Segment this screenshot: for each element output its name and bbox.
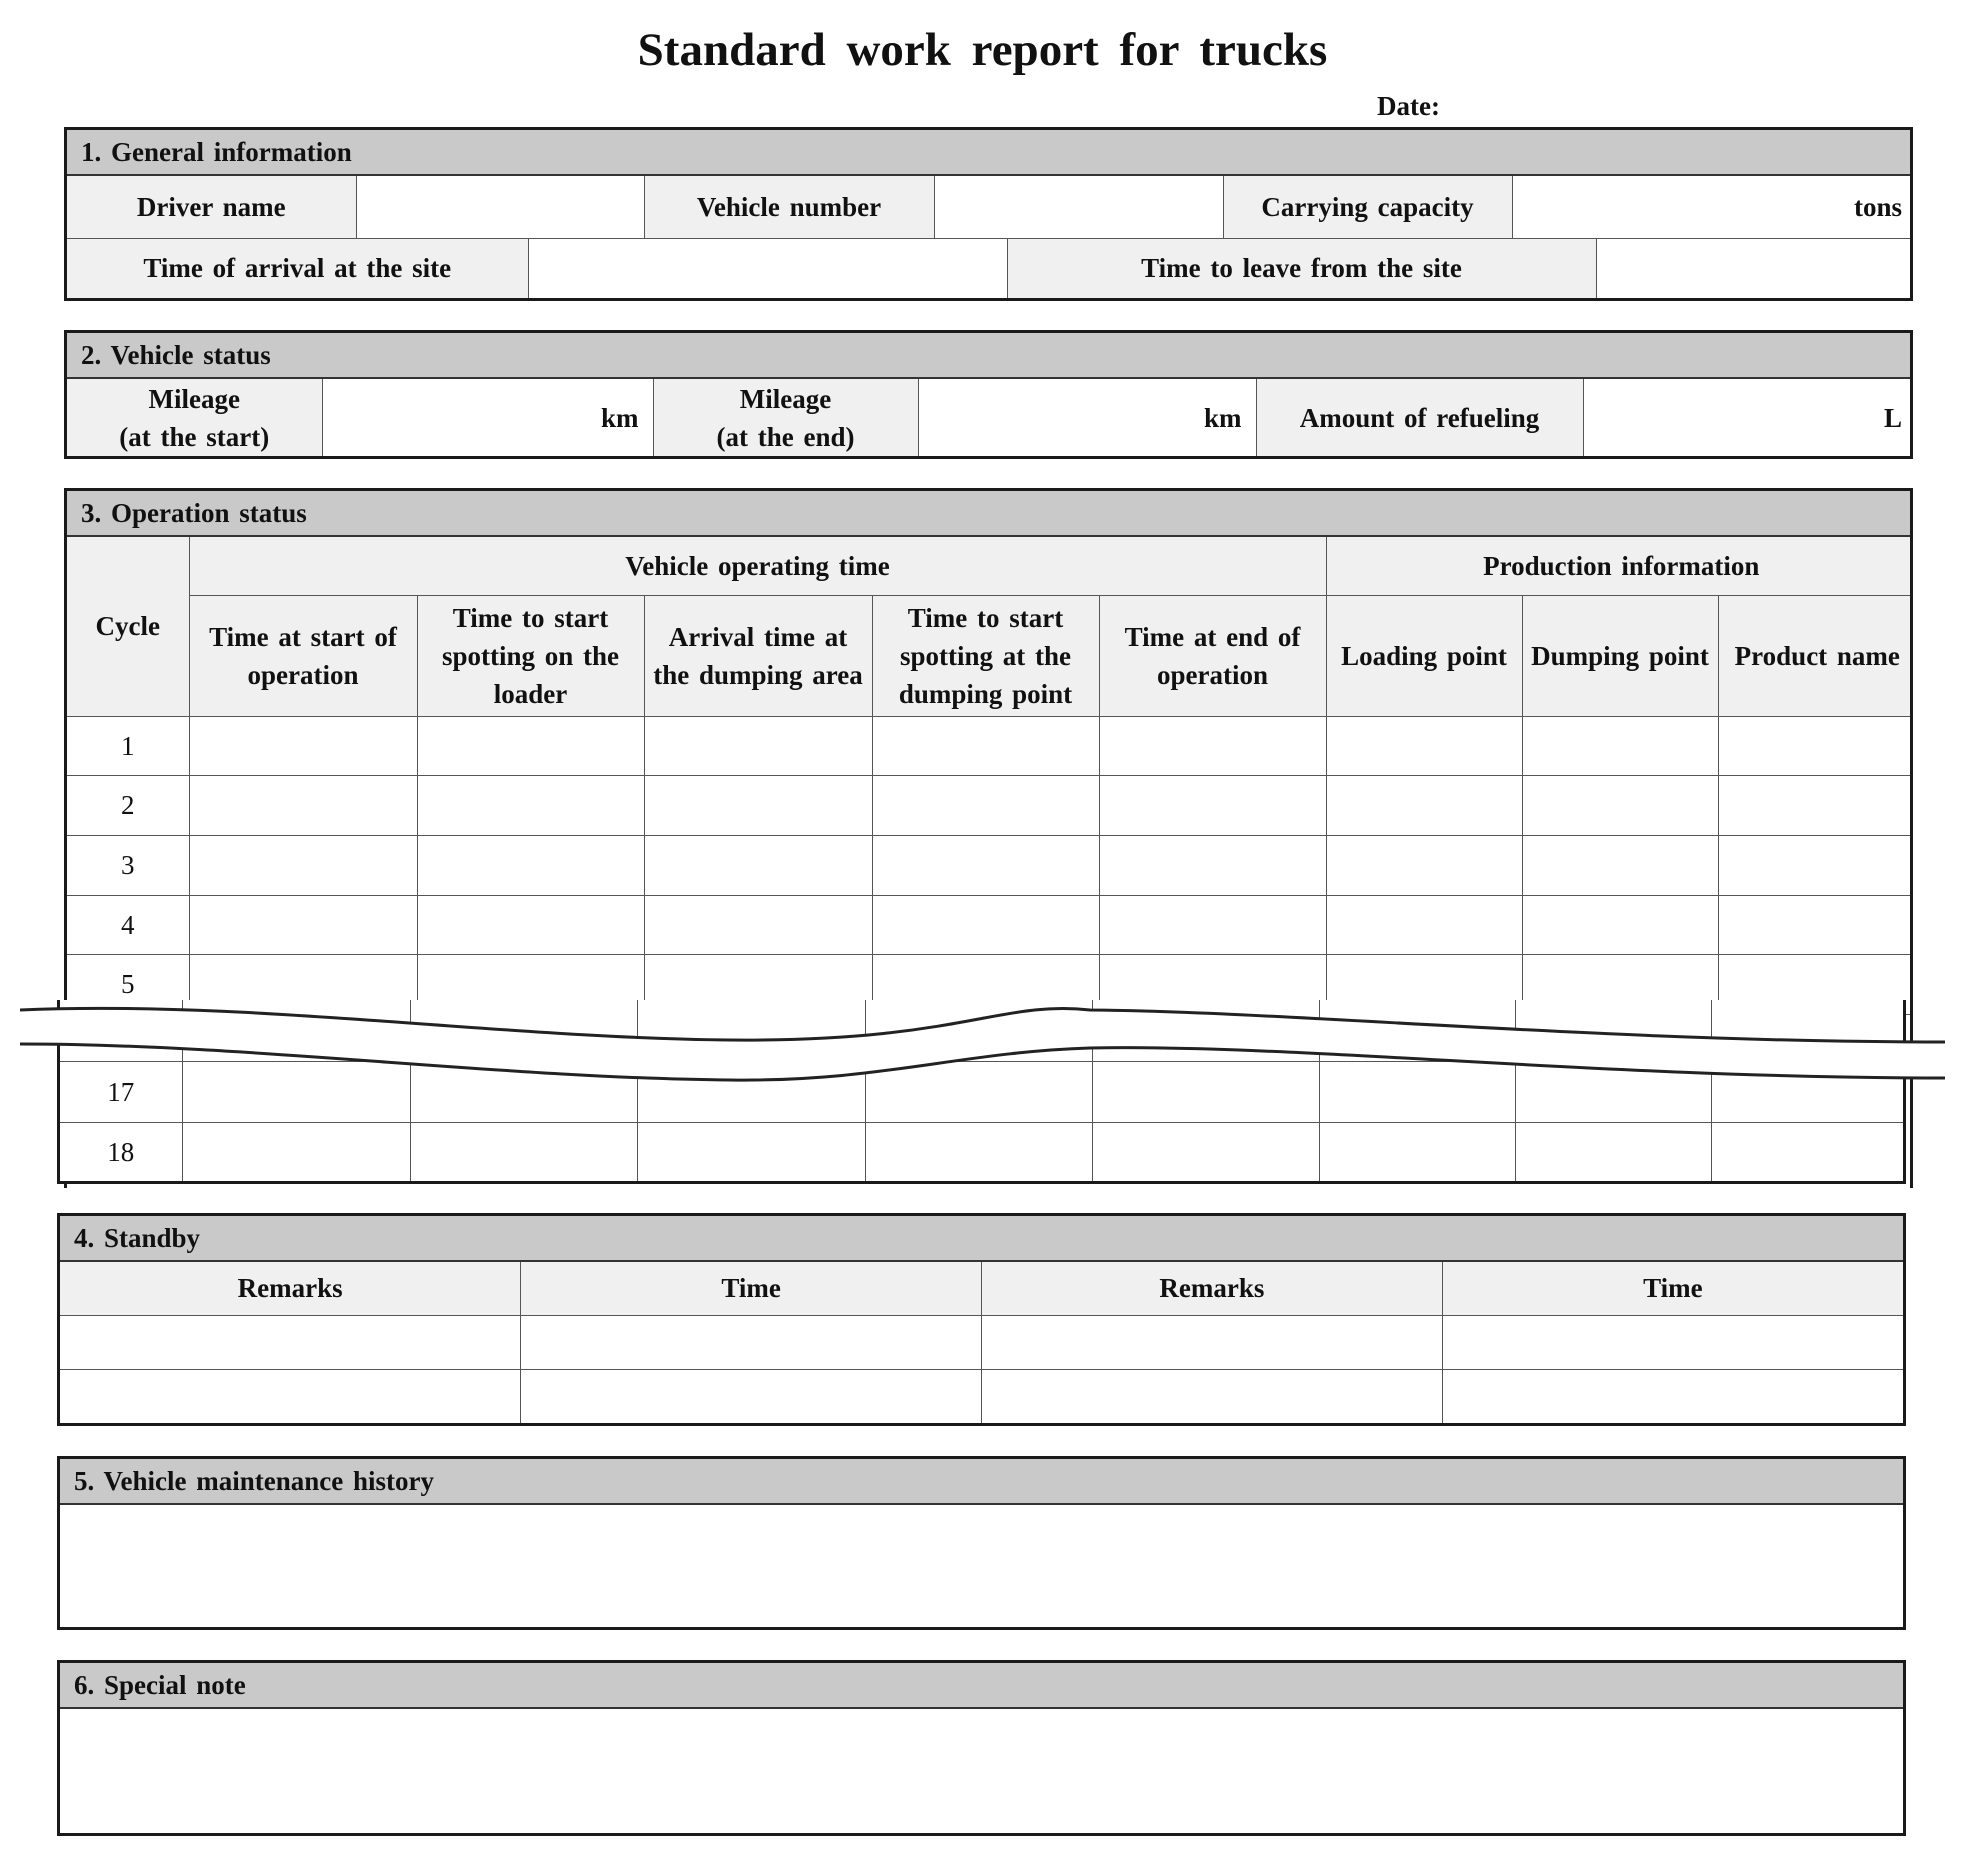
section-heading: 3. Operation status (67, 491, 1913, 536)
vehicle-number-field[interactable] (934, 175, 1223, 238)
table-break-mark (0, 1000, 1965, 1090)
driver-name-label: Driver name (67, 175, 356, 238)
cycle-header: Cycle (67, 536, 189, 716)
col-header-arrival-dumping: Arrival time at the dumping area (644, 595, 872, 716)
arrival-time-field[interactable] (528, 238, 1007, 298)
standby-remarks-header: Remarks (982, 1261, 1443, 1315)
table-row (60, 1315, 1903, 1369)
table-row (67, 716, 1913, 775)
col-header-dumping-point: Dumping point (1522, 595, 1718, 716)
col-header-start-time: Time at start of operation (189, 595, 417, 716)
col-header-spotting-loader: Time to start spotting on the loader (417, 595, 644, 716)
document-title: Standard work report for trucks (637, 24, 1328, 76)
standby-time-header: Time (1442, 1261, 1903, 1315)
date-label: Date: (1377, 91, 1440, 121)
driver-name-field[interactable] (356, 175, 644, 238)
section-standby (57, 1213, 1906, 1426)
table-row (67, 895, 1913, 954)
cycle-number: 1 (67, 716, 189, 775)
mileage-end-label: Mileage (at the end) (653, 378, 918, 456)
section-heading: 5. Vehicle maintenance history (60, 1459, 1903, 1504)
special-note-field[interactable] (60, 1708, 1903, 1833)
cycle-number: 3 (67, 835, 189, 895)
section-heading: 1. General information (67, 130, 1913, 175)
arrival-time-label: Time of arrival at the site (67, 238, 528, 298)
mileage-start-unit: km (600, 402, 639, 433)
capacity-unit: tons (1854, 191, 1903, 222)
section-heading: 6. Special note (60, 1663, 1903, 1708)
refueling-unit: L (1884, 402, 1903, 433)
cycle-number: 4 (67, 895, 189, 954)
carrying-capacity-label: Carrying capacity (1223, 175, 1512, 238)
section-special-note (57, 1660, 1906, 1836)
table-row (67, 775, 1913, 835)
mileage-start-label: Mileage (at the start) (67, 378, 322, 456)
section-heading: 4. Standby (60, 1216, 1903, 1261)
production-information-header: Production information (1326, 536, 1913, 595)
cycle-number: 5 (67, 954, 189, 1014)
standby-remarks-header: Remarks (60, 1261, 521, 1315)
col-header-loading-point: Loading point (1326, 595, 1522, 716)
table-row (60, 1369, 1903, 1423)
col-header-product-name: Product name (1718, 595, 1913, 716)
col-header-spotting-dumping: Time to start spotting at the dumping point (872, 595, 1099, 716)
leave-time-label: Time to leave from the site (1007, 238, 1596, 298)
table-row (60, 1122, 1906, 1181)
cycle-number: 17 (60, 1061, 182, 1122)
cycle-number: 2 (67, 775, 189, 835)
section-maintenance-history (57, 1456, 1906, 1630)
refueling-field[interactable] (1583, 378, 1913, 456)
refueling-label: Amount of refueling (1256, 378, 1583, 456)
leave-time-field[interactable] (1596, 238, 1913, 298)
mileage-end-field[interactable] (918, 378, 1256, 456)
vehicle-number-label: Vehicle number (644, 175, 934, 238)
maintenance-history-field[interactable] (60, 1504, 1903, 1627)
carrying-capacity-field[interactable] (1512, 175, 1913, 238)
section-vehicle-status (64, 330, 1913, 459)
col-header-end-time: Time at end of operation (1099, 595, 1326, 716)
section-heading: 2. Vehicle status (67, 333, 1913, 378)
standby-time-header: Time (521, 1261, 982, 1315)
mileage-start-field[interactable] (322, 378, 653, 456)
section-general-information (64, 127, 1913, 301)
vehicle-operating-time-header: Vehicle operating time (189, 536, 1326, 595)
table-row (67, 835, 1913, 895)
mileage-end-unit: km (1203, 402, 1242, 433)
cycle-number: 18 (60, 1122, 182, 1181)
